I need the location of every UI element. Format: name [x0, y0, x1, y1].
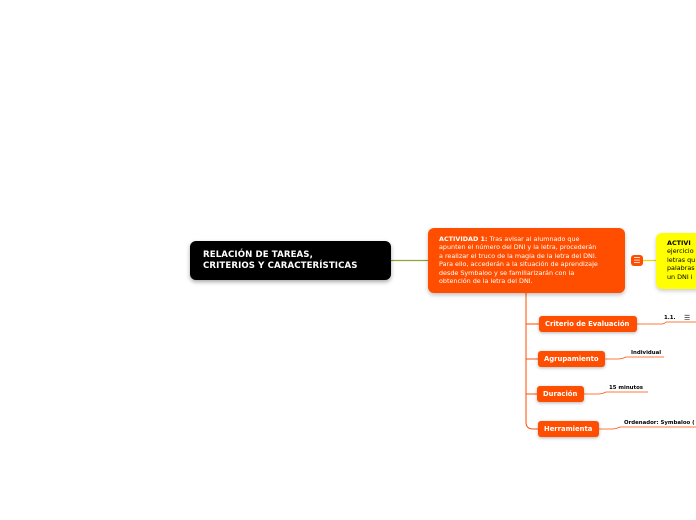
- leaf-criterio-value[interactable]: 1.1.: [664, 315, 676, 321]
- leaf-link-criterio: [637, 322, 696, 324]
- activity-2-text-1: ejercicio: [667, 247, 694, 256]
- activity-1-text-2: apunten el número del DNI y la letra, procederán: [439, 243, 597, 252]
- activity-2-text-2: letras qu: [667, 255, 696, 264]
- branch-duracion[interactable]: Duración: [537, 386, 584, 402]
- root-title-line-1: RELACIÓN DE TAREAS,: [203, 250, 313, 260]
- activity-1-title: ACTIVIDAD 1:: [439, 235, 488, 243]
- leaf-herramienta-value[interactable]: Ordenador: Symbaloo (: [624, 420, 695, 426]
- activity-2-title: [667, 239, 696, 247]
- root-title-line-2: CRITERIOS Y CARACTERÍSTICAS: [203, 261, 358, 271]
- leaf-agrupamiento-value[interactable]: Individual: [631, 350, 662, 356]
- branch-agrupamiento[interactable]: Agrupamiento: [538, 351, 605, 367]
- activity-1-line-1: [439, 235, 617, 243]
- activity-1-topic[interactable]: [428, 228, 625, 293]
- leaf-link-duracion: [584, 392, 648, 394]
- leaf-duracion-value[interactable]: 15 minutos: [609, 385, 644, 391]
- leaf-link-herramienta: [599, 427, 696, 429]
- activity-2-topic[interactable]: [656, 233, 696, 289]
- note-icon[interactable]: ☰: [631, 255, 643, 266]
- activity-1-text-4: Para ello, accederán a la situación de aprendizaje: [439, 260, 598, 269]
- branch-criterio-evaluacion[interactable]: Criterio de Evaluación: [539, 316, 637, 332]
- activity-2-title-text: ACTIVI: [667, 239, 691, 247]
- activity-trunk-link: [526, 293, 538, 429]
- activity-1-text-1: Tras avisar al alumnado que: [489, 235, 580, 243]
- leaf-note-icon[interactable]: ☰: [684, 314, 691, 322]
- branch-herramienta[interactable]: Herramienta: [538, 421, 599, 437]
- activity-1-text-5: desde Symbaloo y se familiarizarán con la: [439, 268, 575, 277]
- activity-2-text-3: palabras: [667, 264, 695, 273]
- activity-2-text-4: un DNI i: [667, 272, 693, 281]
- activity-1-text-6: obtención de la letra del DNI.: [439, 277, 533, 286]
- root-topic[interactable]: [190, 241, 391, 280]
- leaf-link-agrupamiento: [605, 357, 664, 359]
- activity-1-text-3: a realizar el truco de la magia de la letra del DNI.: [439, 251, 597, 260]
